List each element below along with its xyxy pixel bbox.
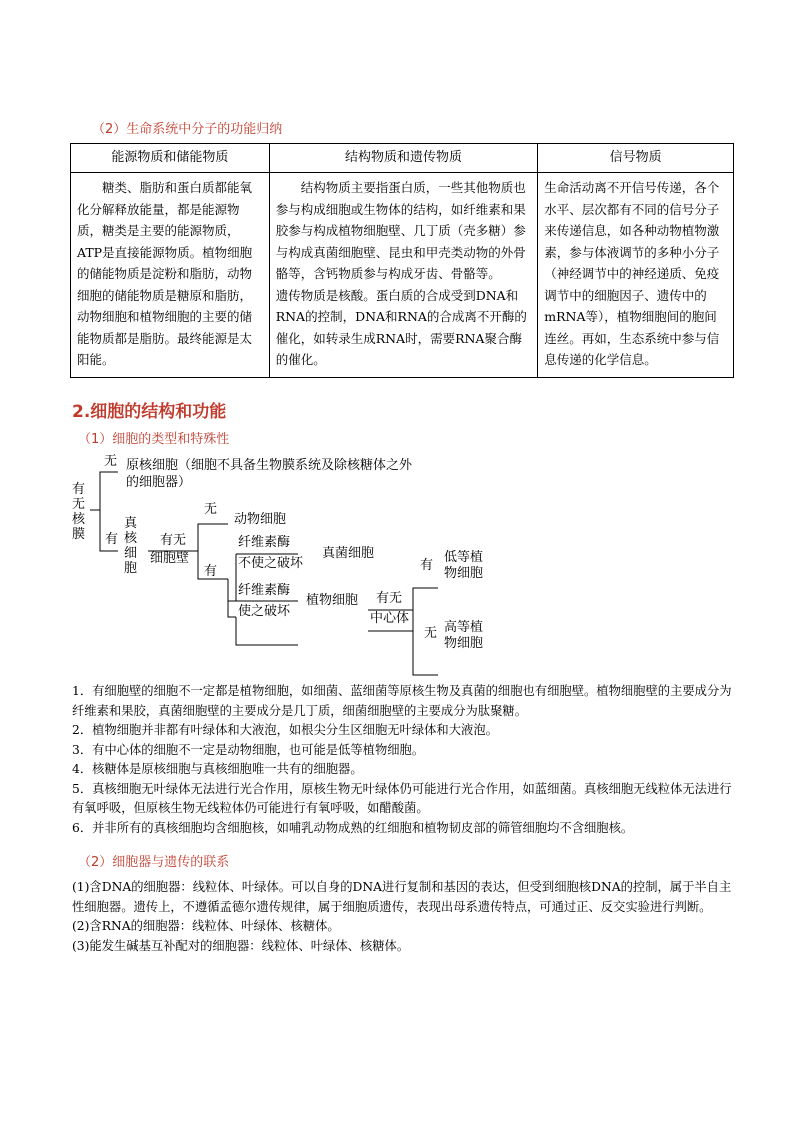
- list-item: (1)含DNA的细胞器：线粒体、叶绿体。可以自身的DNA进行复制和基因的表达，但受到细胞核DNA的控制，属于半自主性细胞器。遗传上，不遵循孟德尔遗传规律，属于细胞质遗传，表现出母系遗传特点，可通过正、反交实验进行判断。: [72, 880, 732, 914]
- label-cell-wall: 细胞壁: [150, 551, 190, 566]
- list-item: (3)能发生碱基互补配对的细胞器：线粒体、叶绿体、核糖体。: [72, 938, 410, 953]
- node-lower-plant-cell: 低等植物细胞: [444, 550, 484, 581]
- list-item: 2．植物细胞并非都有叶绿体和大液泡，如根尖分生区细胞无叶绿体和大液泡。: [72, 723, 498, 737]
- cell-energy-text: 糖类、脂肪和蛋白质都能氧化分解释放能量，都是能源物质，糖类是主要的能源物质，ATP是直接能源物质。植物细胞的储能物质是淀粉和脂肪，动物细胞的储能物质是糖原和脂肪，动物细胞和植物细胞的主要的储能物质都是脂肪。最终能源是太阳能。: [77, 180, 253, 367]
- header-signal: 信号物质: [538, 144, 734, 173]
- cell-structure-text: 结构物质主要指蛋白质，一些其他物质也参与构成细胞或生物体的结构，如纤维素和果胶参与构成植物细胞壁、几丁质（壳多糖）参与构成真菌细胞壁、昆虫和甲壳类动物的外骨骼等，含钙物质参与构成牙齿、骨骼等。: [275, 180, 526, 281]
- node-prokaryote-cont: 的细胞器）: [126, 475, 192, 490]
- cell-signal-text: 生命活动离不开信号传递，各个水平、层次都有不同的信号分子来传递信息，如各种动物植物激素，参与体液调节的多种小分子（神经调节中的神经递质、免疫调节中的细胞因子、遗传中的mRNA等），植物细胞间的胞间连丝。再如，生态系统中参与信息传递的化学信息。: [544, 180, 720, 367]
- label-has-centrosome: 有: [420, 558, 434, 573]
- label-destroy: 使之破坏: [238, 604, 291, 619]
- cell-notes-list: [72, 682, 732, 838]
- section-subheading-cell-types: （1）细胞的类型和特殊性: [78, 432, 230, 447]
- cell-signal: [538, 173, 734, 378]
- label-cellulase-2: 纤维素酶: [238, 583, 291, 598]
- branch-line-no-nucleus: [90, 472, 118, 510]
- list-item: 6．并非所有的真核细胞均含细胞核，如哺乳动物成熟的红细胞和植物韧皮部的筛管细胞均不含细胞核。: [72, 820, 634, 835]
- label-wall-question: 有无: [160, 533, 187, 548]
- list-item: 4．核糖体是原核细胞与真核细胞唯一共有的细胞器。: [72, 762, 363, 776]
- list-item: 1．有细胞壁的细胞不一定都是植物细胞，如细菌、蓝细菌等原核生物及真菌的细胞也有细胞壁。植物细胞壁的主要成分为纤维素和果胶，真菌细胞壁的主要成分是几丁质，细菌细胞壁的主要成分为肽聚糖。: [72, 684, 732, 718]
- molecule-function-table: [70, 143, 734, 378]
- node-prokaryote: 原核细胞（细胞不具备生物膜系统及除核糖体之外: [126, 458, 413, 473]
- organelle-notes-list: [72, 878, 732, 956]
- cell-energy: [71, 173, 270, 378]
- label-no-centrosome: 无: [424, 626, 438, 641]
- branch-line-plant: [236, 617, 298, 645]
- branch-line-wall-top: [228, 579, 236, 601]
- list-item: 5．真核细胞无叶绿体无法进行光合作用，原核生物无叶绿体仍可能进行光合作用，如蓝细菌。真核细胞无线粒体无法进行有氧呼吸，但原核生物无线粒体仍可能进行有氧呼吸，如醋酸菌。: [72, 781, 732, 815]
- table-header-row: [71, 144, 734, 173]
- cell-structure: [269, 173, 538, 378]
- header-structure: 结构物质和遗传物质: [269, 144, 538, 173]
- label-no-wall: 无: [204, 502, 218, 517]
- node-animal-cell: 动物细胞: [234, 512, 287, 527]
- label-no-nucleus: 无: [104, 454, 118, 469]
- label-has-nucleus: 有: [105, 532, 119, 547]
- cell-classification-diagram: [68, 448, 498, 678]
- label-not-destroy: 不使之破坏: [238, 556, 304, 571]
- node-eukaryote: 真核细胞: [124, 516, 138, 576]
- section-subheading-organelle-genetics: （2）细胞器与遗传的联系: [78, 855, 230, 870]
- label-has-wall: 有: [204, 564, 218, 579]
- node-plant-cell: 植物细胞: [306, 593, 359, 608]
- cell-genetic-text: 遗传物质是核酸。蛋白质的合成受到DNA和RNA的控制，DNA和RNA的合成离不开酶的催化，如转录生成RNA时，需要RNA聚合酶的催化。: [275, 287, 527, 367]
- header-energy: 能源物质和储能物质: [71, 144, 270, 173]
- table-row: [71, 173, 734, 378]
- section-subheading-molecule-functions: （2）生命系统中分子的功能归纳: [92, 122, 283, 137]
- section-heading-cell-structure: 2.细胞的结构和功能: [72, 402, 227, 422]
- node-higher-plant-cell: 高等植物细胞: [444, 620, 484, 651]
- label-cellulase-1: 纤维素酶: [238, 535, 291, 550]
- node-fungi-cell: 真菌细胞: [322, 546, 375, 561]
- list-item: 3．有中心体的细胞不一定是动物细胞，也可能是低等植物细胞。: [72, 742, 425, 757]
- branch-line-wall-bottom: [228, 579, 236, 617]
- list-item: (2)含RNA的细胞器：线粒体、叶绿体、核糖体。: [72, 919, 340, 933]
- node-root: 有无核膜: [72, 482, 86, 542]
- label-centrosome-question: 有无: [376, 591, 403, 606]
- label-centrosome: 中心体: [370, 611, 410, 626]
